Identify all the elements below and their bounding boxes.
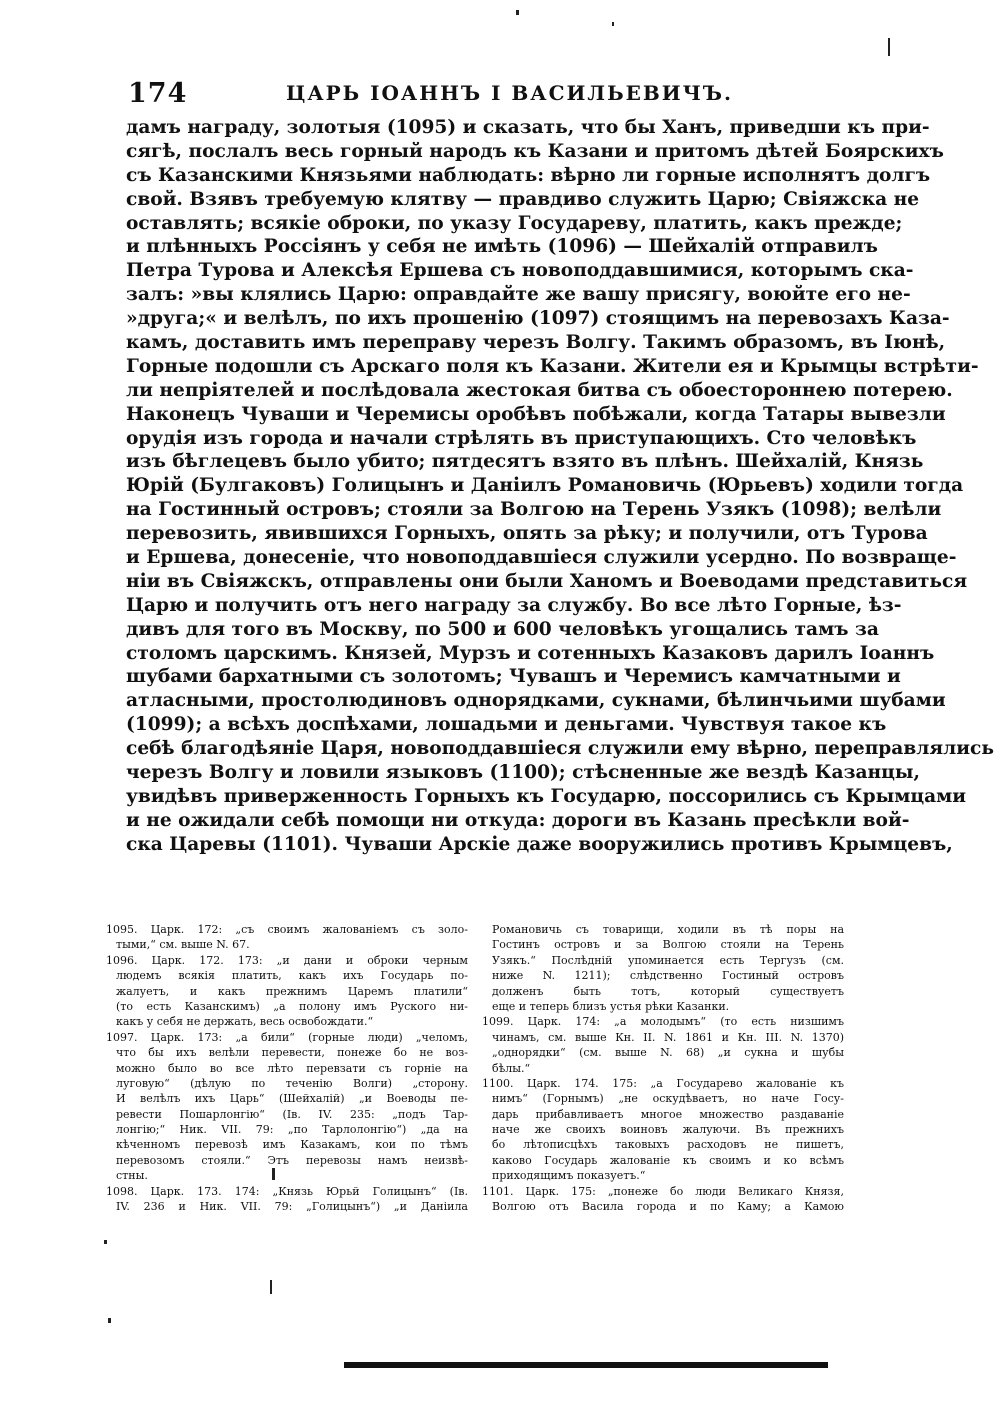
footnotes-right-column [482, 922, 844, 1214]
text-line: залъ: »вы клялись Царю: оправдайте же вашу присягу, воюйте его не- [126, 284, 911, 306]
text-line: дамъ награду, золотыя (1095) и сказать, что бы Ханъ, приведши къ при- [126, 117, 930, 138]
print-speck [516, 10, 519, 15]
footnote-line: 1100. Царк. 174. 175: „а Государево жалованіе къ [482, 1076, 844, 1090]
text-line: и не ожидали себѣ помощи ни откуда: дороги въ Казань пресѣкли вой- [126, 809, 910, 831]
footnote-line: IV. 236 и Ник. VII. 79: „Голицынъ“) „и Даніила [116, 1200, 468, 1214]
text-line: себѣ благодѣяніе Царя, новоподдавшіеся служили ему вѣрно, переправлялись [126, 738, 994, 760]
footnote-line: бо лѣтописцѣхъ таковыхъ расходовъ не пишетъ, [492, 1138, 844, 1152]
footnote-line: чинамъ, см. выше Кн. II. N. 1861 и Кн. III. N. 1370) [492, 1030, 844, 1044]
text-line: орудія изъ города и начали стрѣлять въ приступающихъ. Сто человѣкъ [126, 427, 917, 449]
text-line: Петра Турова и Алексѣя Ершева съ новоподдавшимися, которымъ ска- [126, 260, 914, 282]
text-line: ли непріятелей и послѣдовала жестокая битва съ обоестороннею потерею. [126, 379, 953, 401]
text-line: перевозить, явившихся Горныхъ, опять за рѣку; и получили, отъ Турова [126, 523, 928, 545]
footnote-line: „однорядки“ (см. выше N. 68) „и сукна и шубы [492, 1046, 844, 1060]
footnote-line: перевозомъ стояли.“ Этъ перевозы намъ неизвѣ- [116, 1153, 468, 1167]
footnote-line: Гостинъ островъ и за Волгою стояли на Терень [492, 938, 844, 952]
text-line: атласными, простолюдиновъ однорядками, сукнами, бѣлинчьими шубами [126, 690, 946, 712]
footnote-line: долженъ быть тотъ, который существуетъ [492, 984, 844, 998]
footnote-line: можно было во все лѣто перевзати съ горніе на [116, 1061, 468, 1075]
text-line: и плѣнныхъ Россіянъ у себя не имѣть (1096) — Шейхалій отправилъ [126, 236, 878, 258]
page-number: 174 [128, 78, 188, 109]
print-speck [612, 22, 614, 26]
footnote-line: жалуетъ, и какъ прежнимъ Царемъ платили“ [116, 984, 468, 998]
footnote-line: 1101. Царк. 175: „понеже бо люди Великаго Князя, [482, 1184, 844, 1198]
text-line: съ Казанскими Князьями наблюдать: вѣрно ли горные исполнятъ долгъ [126, 164, 931, 186]
text-line: на Гостинный островъ; стояли за Волгою на Терень Узякъ (1098); велѣли [126, 499, 942, 521]
print-speck [108, 1318, 111, 1323]
footnote-line: 1095. Царк. 172: „съ своимъ жалованіемъ съ золо- [106, 923, 468, 936]
print-speck [888, 38, 890, 56]
text-line: Юрій (Булгаковъ) Голицынъ и Даніилъ Романовичь (Юрьевъ) ходили тогда [126, 475, 964, 497]
footnote-line: 1098. Царк. 173. 174: „Князь Юрьй Голицынъ“ (Ів. [106, 1184, 468, 1198]
text-line: (1099); а всѣхъ доспѣхами, лошадьми и деньгами. Чувствуя такое къ [126, 714, 887, 736]
footnote-line: Романовичь съ товарищи, ходили въ тѣ поры на [492, 923, 844, 936]
footnote-line: Волгою отъ Васила города и по Каму; а Камою [492, 1200, 844, 1214]
print-speck [270, 1280, 272, 1294]
footnote-line: еще и теперь близъ устья рѣки Казанки. [492, 999, 730, 1013]
footnote-line: 1097. Царк. 173: „а били“ (горные люди) „челомъ, [106, 1030, 468, 1044]
text-line: Наконецъ Чуваши и Черемисы оробѣвъ побѣжали, когда Татары вывезли [126, 403, 946, 425]
footnote-line: 1099. Царк. 174: „а молодымъ“ (то есть низшимъ [482, 1015, 844, 1029]
print-speck [104, 1240, 107, 1244]
text-line: свой. Взявъ требуемую клятву — правдиво служить Царю; Свіяжска не [126, 188, 920, 210]
footnote-line: И велѣлъ ихъ Царь“ (Шейхалій) „и Воеводы пе- [116, 1092, 468, 1106]
footnote-line: лонгію;“ Ник. VII. 79: „по Тарлолонгію“) „да на [116, 1123, 468, 1137]
text-line: оставлять; всякіе оброки, по указу Государеву, платить, какъ прежде; [126, 212, 903, 234]
footnote-line: что бы ихъ велѣли перевести, понеже бо не воз- [116, 1046, 468, 1060]
footnote-line: 1096. Царк. 172. 173: „и дани и оброки черным [106, 953, 468, 967]
footnote-line: тыми,“ см. выше N. 67. [116, 938, 250, 952]
text-line: увидѣвъ приверженность Горныхъ къ Государю, поссорились съ Крымцами [126, 785, 967, 807]
footnote-line: ревести Пошарлонгію“ (Ів. IV. 235: „подъ Тар- [116, 1107, 468, 1121]
text-line: ніи въ Свіяжскъ, отправлены они были Ханомъ и Воеводами представиться [126, 570, 968, 592]
text-line: ска Царевы (1101). Чуваши Арскіе даже вооружились противъ Крымцевъ, [126, 833, 953, 855]
text-line: Царю и получить отъ него награду за службу. Во все лѣто Горные, ѣз- [126, 594, 902, 616]
bottom-rule [344, 1362, 828, 1368]
footnote-line: людемъ всякія платить, какъ ихъ Государь по- [116, 969, 468, 983]
text-line: шубами бархатными съ золотомъ; Чувашъ и Черемисъ камчатными и [126, 666, 901, 688]
footnote-line: какъ у себя не держать, весь освобождати.“ [116, 1015, 374, 1029]
text-line: изъ бѣглецевъ было убито; пятдесятъ взято въ плѣнъ. Шейхалій, Князь [126, 451, 924, 473]
footnotes-left-column [106, 922, 468, 1214]
text-line: черезъ Волгу и ловили языковъ (1100); стѣсненные же вездѣ Казанцы, [126, 762, 920, 784]
footnote-line: бѣлы.“ [492, 1061, 531, 1075]
footnote-line: дарь прибавливаетъ многое множество раздаваніе [492, 1107, 844, 1121]
text-line: столомъ царскимъ. Князей, Мурзъ и сотенныхъ Казаковъ дарилъ Іоаннъ [126, 642, 935, 664]
main-text [126, 116, 994, 857]
footnote-line: (то есть Казанскимъ) „а полону имъ Руского ни- [116, 999, 468, 1013]
footnote-line: нимъ“ (Горнымъ) „не оскудѣваетъ, но наче Госу- [492, 1092, 844, 1106]
footnote-line: приходящимъ показуетъ.“ [492, 1169, 646, 1183]
footnote-line: Узякъ.“ Послѣдній упоминается есть Тергузъ (см. [492, 953, 844, 967]
footnote-line: наче же своихъ воиновъ жалуючи. Въ прежнихъ [492, 1123, 844, 1137]
footnote-line: луговую“ (дѣлую по теченію Волги) „сторону. [116, 1076, 468, 1090]
text-line: сягѣ, послалъ весь горный народъ къ Казани и притомъ дѣтей Боярскихъ [126, 140, 944, 162]
text-line: Горные подошли съ Арскаго поля къ Казани. Жители ея и Крымцы встрѣти- [126, 355, 979, 377]
page-header [128, 78, 848, 114]
footnote-line: стны. [116, 1169, 148, 1183]
running-title: ЦАРЬ ІОАННЪ І ВАСИЛЬЕВИЧЪ. [286, 81, 733, 105]
footnote-line: ниже N. 1211); слѣдственно Гостиный островъ [492, 969, 844, 983]
text-line: дивъ для того въ Москву, по 500 и 600 человѣкъ угощались тамъ за [126, 618, 879, 640]
text-line: камъ, доставить имъ переправу черезъ Волгу. Такимъ образомъ, въ Іюнѣ, [126, 332, 946, 354]
text-line: »друга;« и велѣлъ, по ихъ прошенію (1097) стоящимъ на перевозахъ Каза- [126, 308, 950, 330]
text-line: и Ершева, донесеніе, что новоподдавшіеся служили усердно. По возвраще- [126, 547, 957, 569]
footnote-line: каково Государь жалованіе къ своимъ и ко всѣмъ [492, 1153, 844, 1167]
footnote-line: кѣченномъ перевозѣ имъ Казакамъ, кои по тѣмъ [116, 1138, 468, 1152]
